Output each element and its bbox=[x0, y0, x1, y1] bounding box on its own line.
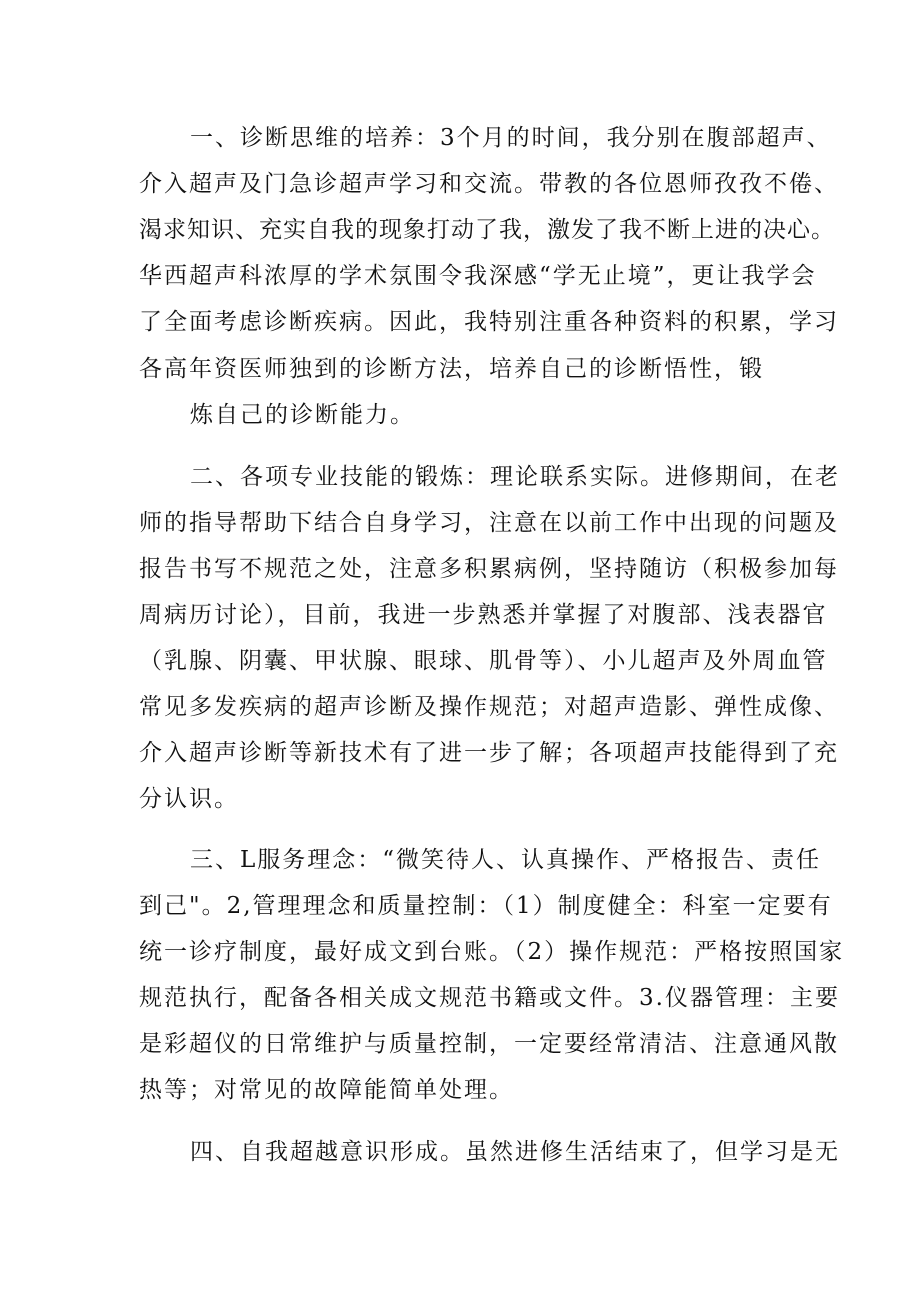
paragraph-3-line-6: 热等；对常见的故障能简单处理。 bbox=[139, 1077, 514, 1103]
paragraph-2-line-4: 周病历讨论），目前，我进一步熟悉并掌握了对腹部、浅表器官 bbox=[139, 602, 828, 628]
paragraph-2-line-2: 师的指导帮助下结合自身学习，注意在以前工作中出现的问题及 bbox=[139, 510, 839, 536]
paragraph-1-line-6: 各高年资医师独到的诊断方法，培养自己的诊断悟性，锻 bbox=[139, 356, 764, 382]
paragraph-1-line-1: 一、诊断思维的培养：3个月的时间，我分别在腹部超声、 bbox=[190, 125, 832, 151]
paragraph-3-line-5: 是彩超仪的日常维护与质量控制，一定要经常清洁、注意通风散 bbox=[139, 1031, 839, 1057]
paragraph-2-line-1: 二、各项专业技能的锻炼：理论联系实际。进修期间，在老 bbox=[190, 464, 840, 490]
paragraph-1-line-3: 渴求知识、充实自我的现象打动了我，激发了我不断上进的决心。 bbox=[139, 217, 835, 243]
paragraph-3-line-1: 三、L服务理念：“微笑待人、认真操作、严格报告、责任 bbox=[190, 847, 822, 873]
paragraph-3-line-4: 规范执行，配备各相关成文规范书籍或文件。3.仪器管理：主要 bbox=[139, 985, 840, 1011]
paragraph-2-line-3: 报告书写不规范之处，注意多积累病例，坚持随访（积极参加每 bbox=[139, 556, 839, 582]
paragraph-4-line-1: 四、自我超越意识形成。虽然进修生活结束了，但学习是无 bbox=[190, 1139, 840, 1165]
paragraph-2-line-5: （乳腺、阴囊、甲状腺、眼球、肌骨等）、小儿超声及外周血管 bbox=[139, 648, 828, 674]
paragraph-2-line-8: 分认识。 bbox=[139, 786, 239, 812]
paragraph-2-line-6: 常见多发疾病的超声诊断及操作规范；对超声造影、弹性成像、 bbox=[139, 694, 839, 720]
paragraph-2-line-7: 介入超声诊断等新技术有了进一步了解；各项超声技能得到了充 bbox=[139, 740, 839, 766]
paragraph-1-line-7: 炼自己的诊断能力。 bbox=[190, 402, 415, 428]
paragraph-1-line-4: 华西超声科浓厚的学术氛围令我深感“学无止境”，更让我学会 bbox=[139, 263, 817, 289]
paragraph-1-line-2: 介入超声及门急诊超声学习和交流。带教的各位恩师孜孜不倦、 bbox=[139, 171, 839, 197]
paragraph-1-line-5: 了全面考虑诊断疾病。因此，我特别注重各种资料的积累，学习 bbox=[139, 309, 839, 335]
paragraph-3-line-2: 到己"。2,管理理念和质量控制：（1）制度健全：科室一定要有 bbox=[139, 893, 833, 919]
paragraph-3-line-3: 统一诊疗制度，最好成文到台账。（2）操作规范：严格按照国家 bbox=[139, 939, 845, 965]
